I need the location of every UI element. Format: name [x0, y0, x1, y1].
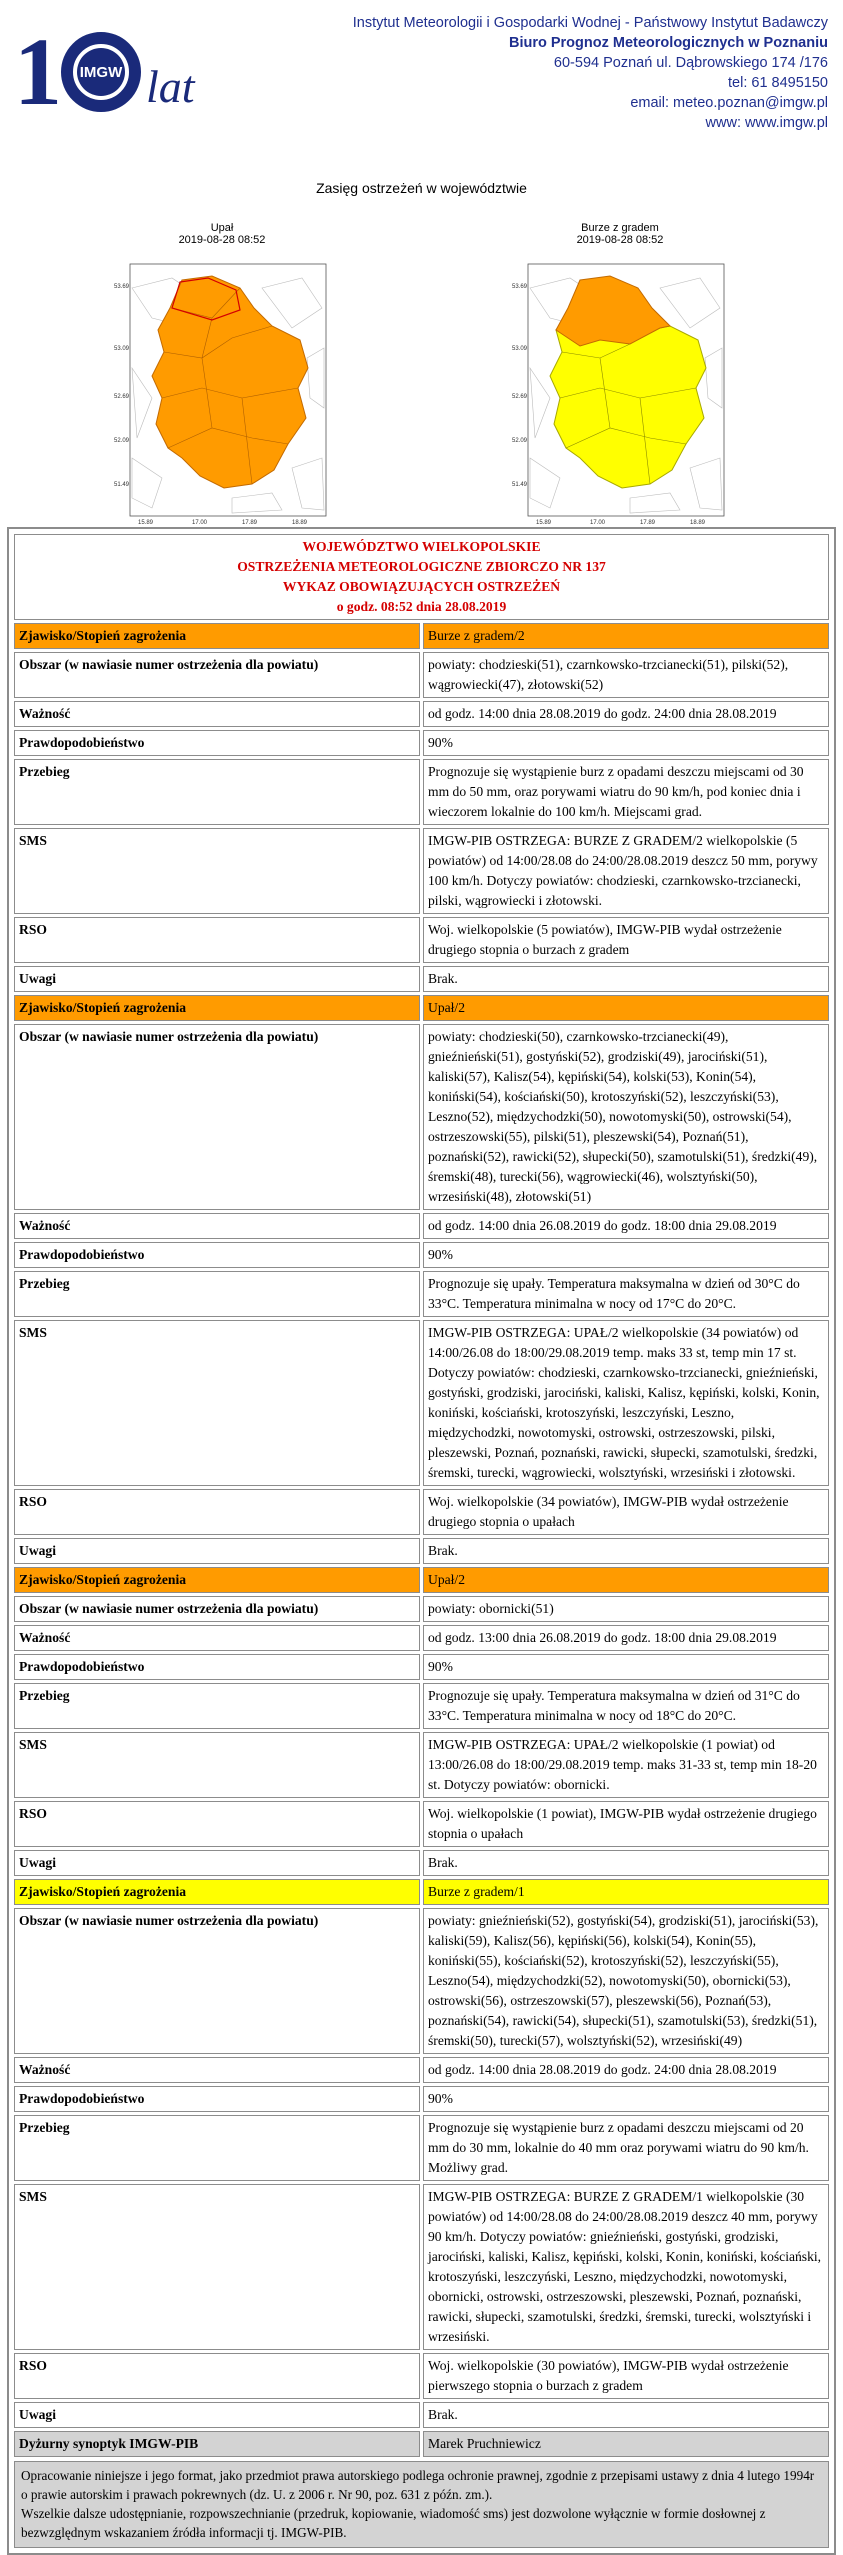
warning-3-notes-row: [14, 1850, 829, 1876]
warning-prob-label: Prawdopodobieństwo: [14, 2086, 420, 2112]
svg-text:53.69: 53.69: [114, 284, 130, 290]
warning-1-prob-row: [14, 730, 829, 756]
warning-4-course-row: [14, 2115, 829, 2181]
warning-course-value: Prognozuje się upały. Temperatura maksymalna w dzień od 31°C do 33°C. Temperatura minimalna w nocy od 18°C do 20°C.: [423, 1683, 829, 1729]
warning-valid-label: Ważność: [14, 1213, 420, 1239]
warning-4-rso-row: [14, 2353, 829, 2399]
office-name: Biuro Prognoz Meteorologicznych w Poznaniu: [508, 35, 828, 51]
warning-rso-value: Woj. wielkopolskie (5 powiatów), IMGW-PIB wydał ostrzeżenie drugiego stopnia o burzach z gradem: [423, 917, 829, 963]
warning-2-course-row: [14, 1271, 829, 1317]
svg-text:18.89: 18.89: [690, 520, 706, 526]
warning-sms-label: SMS: [14, 2184, 420, 2350]
warning-2-valid-row: [14, 1213, 829, 1239]
warning-valid-value: od godz. 13:00 dnia 26.08.2019 do godz. 18:00 dnia 29.08.2019: [423, 1625, 829, 1651]
warning-course-value: Prognozuje się wystąpienie burz z opadami deszczu miejscami od 30 mm do 50 mm, oraz porywami wiatru do 90 km/h, pod koniec dnia i wieczorem lokalnie do 100 km/h. Miejscami grad.: [423, 759, 829, 825]
warning-4-area-row: [14, 1908, 829, 2054]
warning-1-course-row: [14, 759, 829, 825]
warning-prob-value: 90%: [423, 2086, 829, 2112]
address: 60-594 Poznań ul. Dąbrowskiego 174 /176: [553, 55, 828, 71]
warning-rso-value: Woj. wielkopolskie (30 powiatów), IMGW-PIB wydał ostrzeżenie pierwszego stopnia o burzach z gradem: [423, 2353, 829, 2399]
warning-sms-label: SMS: [14, 828, 420, 914]
svg-text:52.09: 52.09: [114, 438, 130, 444]
map-storm-caption: Burze z gradem: [581, 222, 659, 234]
warning-1-area-row: [14, 652, 829, 698]
warning-course-label: Przebieg: [14, 1271, 420, 1317]
warning-1-sms-row: [14, 828, 829, 914]
map-storm-date: 2019-08-28 08:52: [576, 234, 664, 246]
warning-area-value: powiaty: chodzieski(50), czarnkowsko-trzcianecki(49), gnieźnieński(51), gostyński(52), grodziski(49), jarociński(51), kaliski(57), Kalisz(54), kępiński(54), kolski(53), Konin(54), koniński(54), kościański(50), krotoszyński(52), leszczyński(53), Leszno(52), międzychodzki(50), nowotomyski(50), ostrowski(54), ostrzeszowski(55), pilski(51), pleszewski(54), Poznań(51), poznański(52), rawicki(52), słupecki(50), szamotulski(51), średzki(49), śremski(48), turecki(56), wągrowiecki(46), wolsztyński(50), wrzesiński(48), złotowski(51): [423, 1024, 829, 1210]
warning-course-label: Przebieg: [14, 2115, 420, 2181]
maps-title: Zasięg ostrzeżeń w województwie: [316, 180, 527, 196]
email-link[interactable]: email: meteo.poznan@imgw.pl: [630, 95, 828, 111]
warning-4-notes-row: [14, 2402, 829, 2428]
svg-text:17.89: 17.89: [242, 520, 258, 526]
warning-3-valid-row: [14, 1625, 829, 1651]
svg-text:51.49: 51.49: [512, 482, 528, 488]
warning-3-phen-row: [14, 1567, 829, 1593]
bulletin-title: WOJEWÓDZTWO WIELKOPOLSKIE OSTRZEŻENIA METEOROLOGICZNE ZBIORCZO NR 137 WYKAZ OBOWIĄZUJĄCYCH OSTRZEŻEŃ o godz. 08:52 dnia 28.08.2019: [14, 534, 829, 620]
warning-rso-value: Woj. wielkopolskie (1 powiat), IMGW-PIB wydał ostrzeżenie drugiego stopnia o upałach: [423, 1801, 829, 1847]
warning-prob-label: Prawdopodobieństwo: [14, 1654, 420, 1680]
copyright-text-2: Wszelkie dalsze udostępnianie, rozpowszechnianie (przedruk, kopiowanie, wiadomość sms) jest dozwolone wyłącznie w formie dosłownej z bezwzględnym wskazaniem źródła informacji tj. IMGW-PIB.: [21, 2506, 766, 2540]
warning-valid-value: od godz. 14:00 dnia 28.08.2019 do godz. 24:00 dnia 28.08.2019: [423, 2057, 829, 2083]
warning-2-sms-row: [14, 1320, 829, 1486]
warning-rso-label: RSO: [14, 2353, 420, 2399]
warning-sms-value: IMGW-PIB OSTRZEGA: UPAŁ/2 wielkopolskie (1 powiat) od 13:00/26.08 do 18:00/29.08.2019 temp. maks 31-33 st, temp min 18-20 st. Dotyczy powiatów: obornicki.: [423, 1732, 829, 1798]
warning-notes-label: Uwagi: [14, 1538, 420, 1564]
warning-area-label: Obszar (w nawiasie numer ostrzeżenia dla powiatu): [14, 1908, 420, 2054]
warning-prob-value: 90%: [423, 1654, 829, 1680]
warning-valid-label: Ważność: [14, 1625, 420, 1651]
institution-name: Instytut Meteorologii i Gospodarki Wodnej - Państwowy Instytut Badawczy: [352, 15, 828, 31]
svg-text:IMGW: IMGW: [79, 64, 123, 81]
warning-notes-value: Brak.: [423, 1538, 829, 1564]
warning-1-phen-row: [14, 623, 829, 649]
warning-rso-label: RSO: [14, 917, 420, 963]
warning-phen-label: Zjawisko/Stopień zagrożenia: [14, 995, 420, 1021]
warning-3-rso-row: [14, 1801, 829, 1847]
warning-valid-label: Ważność: [14, 701, 420, 727]
warning-sms-value: IMGW-PIB OSTRZEGA: BURZE Z GRADEM/2 wielkopolskie (5 powiatów) od 14:00/28.08 do 24:00/28.08.2019 deszcz 50 mm, porywy 100 km/h. Dotyczy powiatów: chodzieski, czarnkowsko-trzcianecki, pilski, wągrowiecki i złotowski.: [423, 828, 829, 914]
warning-2-prob-row: [14, 1242, 829, 1268]
map-heat-image: [112, 248, 332, 528]
warning-2-notes-row: [14, 1538, 829, 1564]
warning-course-label: Przebieg: [14, 1683, 420, 1729]
warning-3-prob-row: [14, 1654, 829, 1680]
warning-valid-value: od godz. 14:00 dnia 26.08.2019 do godz. 18:00 dnia 29.08.2019: [423, 1213, 829, 1239]
warning-area-value: powiaty: obornicki(51): [423, 1596, 829, 1622]
warning-rso-label: RSO: [14, 1801, 420, 1847]
map-storm-image: [510, 248, 730, 528]
imgw-100-years-logo: [14, 14, 244, 119]
warning-prob-label: Prawdopodobieństwo: [14, 730, 420, 756]
warning-phen-label: Zjawisko/Stopień zagrożenia: [14, 1879, 420, 1905]
warning-area-value: powiaty: chodzieski(51), czarnkowsko-trzcianecki(51), pilski(52), wągrowiecki(47), złotowski(52): [423, 652, 829, 698]
warning-course-label: Przebieg: [14, 759, 420, 825]
warning-area-label: Obszar (w nawiasie numer ostrzeżenia dla powiatu): [14, 652, 420, 698]
warning-4-phen-row: [14, 1879, 829, 1905]
copyright-text-1: Opracowanie niniejsze i jego format, jako przedmiot prawa autorskiego podlega ochronie prawnej, zgodnie z przepisami ustawy z dnia 4 lutego 1994r o prawie autorskim i prawach pokrewnych (dz. U. z 2006 r. Nr 90, poz. 631 z późn. zm.).: [21, 2468, 815, 2502]
map-storm: [510, 222, 730, 528]
svg-text:lat: lat: [146, 61, 195, 112]
svg-text:15.89: 15.89: [536, 520, 552, 526]
svg-text:17.89: 17.89: [640, 520, 656, 526]
warning-1-valid-row: [14, 701, 829, 727]
warning-3-area-row: [14, 1596, 829, 1622]
svg-text:52.69: 52.69: [512, 394, 528, 400]
svg-text:53.09: 53.09: [512, 346, 528, 352]
warning-sms-label: SMS: [14, 1320, 420, 1486]
warning-valid-value: od godz. 14:00 dnia 28.08.2019 do godz. 24:00 dnia 28.08.2019: [423, 701, 829, 727]
svg-text:52.09: 52.09: [512, 438, 528, 444]
warning-notes-label: Uwagi: [14, 966, 420, 992]
warning-prob-value: 90%: [423, 1242, 829, 1268]
warning-phen-label: Zjawisko/Stopień zagrożenia: [14, 1567, 420, 1593]
warning-3-sms-row: [14, 1732, 829, 1798]
warning-2-phen-row: [14, 995, 829, 1021]
warning-sms-value: IMGW-PIB OSTRZEGA: UPAŁ/2 wielkopolskie (34 powiatów) od 14:00/26.08 do 18:00/29.08.2019 temp. maks 33 st, temp min 17 st. Dotyczy powiatów: chodzieski, czarnkowsko-trzcianecki, gnieźnieński, gostyński, grodziski, jarociński, kaliski, Kalisz, kępiński, kolski, Konin, koniński, kościański, krotoszyński, leszczyński, Leszno, międzychodzki, nowotomyski, ostrowski, ostrzeszowski, pilski, pleszewski, Poznań, poznański, rawicki, słupecki, szamotulski, średzki, śremski, turecki, wągrowiecki, wolsztyński, wrzesiński i złotowski.: [423, 1320, 829, 1486]
warning-rso-value: Woj. wielkopolskie (34 powiatów), IMGW-PIB wydał ostrzeżenie drugiego stopnia o upałach: [423, 1489, 829, 1535]
duty-name: Marek Pruchniewicz: [423, 2431, 829, 2457]
warning-notes-value: Brak.: [423, 966, 829, 992]
svg-text:15.89: 15.89: [138, 520, 154, 526]
warning-sms-value: IMGW-PIB OSTRZEGA: BURZE Z GRADEM/1 wielkopolskie (30 powiatów) od 14:00/28.08 do 24:00/28.08.2019 deszcz 40 mm, porywy 90 km/h. Dotyczy powiatów: gnieźnieński, gostyński, grodziski, jarociński, kaliski, Kalisz, kępiński, kolski, Konin, koniński, kościański, krotoszyński, leszczyński, Leszno, międzychodzki, nowotomyski, obornicki, ostrowski, ostrzeszowski, pleszewski, Poznań, poznański, rawicki, słupecki, szamotulski, średzki, śremski, turecki, wolsztyński i wrzesiński.: [423, 2184, 829, 2350]
svg-text:17.00: 17.00: [590, 520, 606, 526]
warning-phen-value: Burze z gradem/1: [423, 1879, 829, 1905]
warning-sms-label: SMS: [14, 1732, 420, 1798]
warning-phen-label: Zjawisko/Stopień zagrożenia: [14, 623, 420, 649]
warning-course-value: Prognozuje się wystąpienie burz z opadami deszczu miejscami od 20 mm do 30 mm, lokalnie do 40 mm oraz porywami wiatru do 90 km/h. Możliwy grad.: [423, 2115, 829, 2181]
warning-notes-label: Uwagi: [14, 2402, 420, 2428]
warning-1-notes-row: [14, 966, 829, 992]
svg-text:18.89: 18.89: [292, 520, 308, 526]
warning-course-value: Prognozuje się upały. Temperatura maksymalna w dzień od 30°C do 33°C. Temperatura minimalna w nocy od 17°C do 20°C.: [423, 1271, 829, 1317]
website-link[interactable]: www: www.imgw.pl: [705, 115, 828, 131]
svg-text:51.49: 51.49: [114, 482, 130, 488]
warning-phen-value: Upał/2: [423, 995, 829, 1021]
warning-prob-label: Prawdopodobieństwo: [14, 1242, 420, 1268]
svg-text:1: 1: [14, 18, 62, 119]
warnings-table: [7, 527, 836, 2555]
warning-3-course-row: [14, 1683, 829, 1729]
warning-rso-label: RSO: [14, 1489, 420, 1535]
map-heat-caption: Upał: [210, 222, 234, 234]
duty-row: [14, 2431, 829, 2457]
warning-notes-label: Uwagi: [14, 1850, 420, 1876]
warning-area-label: Obszar (w nawiasie numer ostrzeżenia dla powiatu): [14, 1596, 420, 1622]
warning-area-label: Obszar (w nawiasie numer ostrzeżenia dla powiatu): [14, 1024, 420, 1210]
institution-header: [353, 13, 828, 133]
warning-2-area-row: [14, 1024, 829, 1210]
warning-4-prob-row: [14, 2086, 829, 2112]
warning-4-sms-row: [14, 2184, 829, 2350]
copyright-notice: [14, 2461, 829, 2548]
warning-4-valid-row: [14, 2057, 829, 2083]
svg-text:53.09: 53.09: [114, 346, 130, 352]
svg-text:52.69: 52.69: [114, 394, 130, 400]
map-heat: [112, 222, 332, 528]
svg-text:17.00: 17.00: [192, 520, 208, 526]
warning-1-rso-row: [14, 917, 829, 963]
warnings-list: [14, 623, 829, 2428]
warning-2-rso-row: [14, 1489, 829, 1535]
warning-phen-value: Burze z gradem/2: [423, 623, 829, 649]
map-heat-date: 2019-08-28 08:52: [178, 234, 266, 246]
warning-notes-value: Brak.: [423, 2402, 829, 2428]
svg-text:53.69: 53.69: [512, 284, 528, 290]
duty-label: Dyżurny synoptyk IMGW-PIB: [14, 2431, 420, 2457]
warning-area-value: powiaty: gnieźnieński(52), gostyński(54), grodziski(51), jarociński(53), kaliski(59), Kalisz(56), kępiński(56), kolski(54), Konin(55), koniński(55), kościański(52), krotoszyński(52), leszczyński(55), Leszno(54), międzychodzki(52), nowotomyski(50), obornicki(53), ostrowski(56), ostrzeszowski(57), pleszewski(56), Poznań(53), poznański(54), rawicki(54), słupecki(51), szamotulski(53), średzki(51), śremski(50), turecki(57), wolsztyński(52), wrzesiński(49): [423, 1908, 829, 2054]
warning-phen-value: Upał/2: [423, 1567, 829, 1593]
phone: tel: 61 8495150: [728, 75, 828, 91]
warning-prob-value: 90%: [423, 730, 829, 756]
warning-notes-value: Brak.: [423, 1850, 829, 1876]
warning-valid-label: Ważność: [14, 2057, 420, 2083]
